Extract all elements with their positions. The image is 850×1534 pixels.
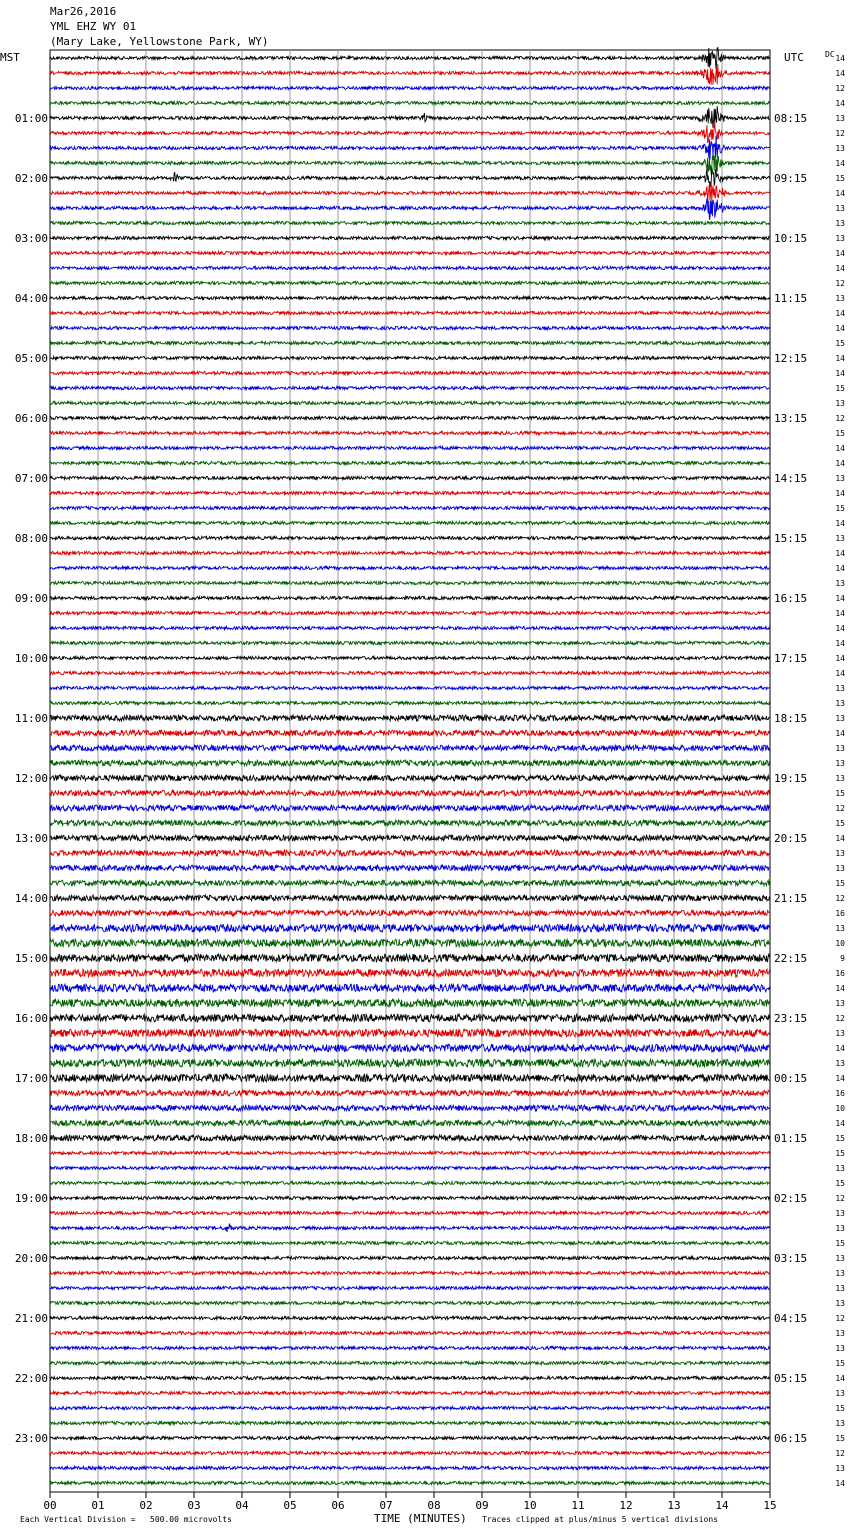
dc-offset-19: 15 [835,339,845,348]
dc-offset-92: 15 [835,1434,845,1443]
dc-offset-4: 13 [835,114,845,123]
trace-9 [50,182,769,203]
trace-66 [50,1044,769,1052]
right-hour-label: 22:15 [774,952,808,965]
trace-93 [50,1451,769,1454]
trace-80 [50,1256,769,1259]
right-hour-label: 12:15 [774,352,808,365]
right-hour-label: 18:15 [774,712,808,725]
trace-37 [50,611,769,614]
right-hour-label: 06:15 [774,1432,808,1445]
dc-offset-93: 12 [835,1449,845,1458]
dc-offset-36: 14 [835,594,845,603]
left-hour-label: 20:00 [14,1252,48,1265]
dc-offset-22: 15 [835,384,845,393]
right-hour-label: 11:15 [774,292,808,305]
x-tick-label: 10 [523,1499,537,1512]
trace-48 [50,775,769,781]
dc-offset-90: 15 [835,1404,845,1413]
trace-84 [50,1316,769,1319]
dc-offset-7: 14 [835,159,845,168]
trace-71 [50,1120,769,1126]
trace-44 [50,715,769,721]
dc-offset-81: 13 [835,1269,845,1278]
left-hour-label: 13:00 [14,832,48,845]
dc-offset-68: 14 [835,1074,845,1083]
trace-64 [50,1014,769,1022]
dc-offset-89: 13 [835,1389,845,1398]
dc-offset-60: 9 [840,954,845,963]
trace-23 [50,401,769,404]
trace-87 [50,1361,769,1364]
dc-offset-46: 13 [835,744,845,753]
trace-16 [50,296,769,299]
trace-3 [50,101,769,104]
trace-27 [50,461,769,464]
utc-label: UTC [784,51,804,64]
dc-offset-29: 14 [835,489,845,498]
right-hour-label: 04:15 [774,1312,808,1325]
left-hour-label: 16:00 [14,1012,48,1025]
trace-57 [50,910,769,916]
trace-38 [50,626,769,629]
trace-70 [50,1105,769,1111]
trace-76 [50,1196,769,1199]
trace-56 [50,895,769,901]
dc-offset-12: 13 [835,234,845,243]
dc-offset-80: 13 [835,1254,845,1263]
left-hour-label: 18:00 [14,1132,48,1145]
dc-offset-49: 15 [835,789,845,798]
x-tick-label: 07 [379,1499,393,1512]
x-tick-label: 04 [235,1499,249,1512]
dc-offset-85: 13 [835,1329,845,1338]
scale-note: Each Vertical Division = 500.00 microvolts [20,1515,232,1524]
trace-31 [50,521,769,524]
trace-18 [50,326,769,329]
trace-50 [50,805,769,811]
right-hour-label: 09:15 [774,172,808,185]
trace-7 [50,155,769,175]
x-tick-label: 06 [331,1499,345,1512]
dc-offset-51: 15 [835,819,845,828]
dc-offset-30: 15 [835,504,845,513]
dc-offset-62: 14 [835,984,845,993]
dc-offset-0: 14 [835,54,845,63]
left-hour-label: 14:00 [14,892,48,905]
trace-65 [50,1029,769,1037]
dc-offset-3: 14 [835,99,845,108]
dc-offset-15: 12 [835,279,845,288]
trace-33 [50,551,769,554]
trace-29 [50,491,769,494]
trace-10 [50,199,769,220]
trace-0 [50,48,769,69]
x-tick-label: 02 [139,1499,153,1512]
trace-11 [50,221,769,224]
left-hour-label: 23:00 [14,1432,48,1445]
dc-offset-40: 14 [835,654,845,663]
trace-45 [50,730,769,736]
dc-offset-6: 13 [835,144,845,153]
trace-34 [50,566,769,569]
header-date: Mar26,2016 [50,5,117,18]
right-hour-label: 17:15 [774,652,808,665]
x-tick-label: 13 [667,1499,681,1512]
left-hour-label: 07:00 [14,472,48,485]
trace-8 [50,167,769,187]
dc-offset-44: 13 [835,714,845,723]
trace-1 [50,64,769,85]
trace-51 [50,820,769,826]
right-hour-label: 16:15 [774,592,808,605]
trace-20 [50,356,769,359]
trace-81 [50,1271,769,1274]
trace-40 [50,656,769,659]
dc-label: DC [825,50,835,59]
left-hour-label: 03:00 [14,232,48,245]
trace-88 [50,1376,769,1379]
trace-21 [50,371,769,374]
left-hour-label: 11:00 [14,712,48,725]
trace-73 [50,1151,769,1154]
dc-offset-64: 12 [835,1014,845,1023]
trace-86 [50,1346,769,1349]
trace-62 [50,984,769,992]
dc-offset-9: 14 [835,189,845,198]
dc-offset-78: 13 [835,1224,845,1233]
dc-offset-8: 15 [835,174,845,183]
dc-offset-75: 15 [835,1179,845,1188]
trace-6 [50,136,769,160]
dc-offset-58: 13 [835,924,845,933]
left-hour-label: 06:00 [14,412,48,425]
trace-54 [50,865,769,871]
right-hour-label: 23:15 [774,1012,808,1025]
trace-47 [50,760,769,766]
dc-offset-52: 14 [835,834,845,843]
dc-offset-67: 13 [835,1059,845,1068]
dc-offset-32: 13 [835,534,845,543]
right-hour-label: 03:15 [774,1252,808,1265]
x-tick-label: 01 [91,1499,105,1512]
dc-offset-33: 14 [835,549,845,558]
dc-offset-21: 14 [835,369,845,378]
left-hour-label: 17:00 [14,1072,48,1085]
trace-4 [50,106,769,128]
trace-24 [50,416,769,419]
right-hour-label: 00:15 [774,1072,808,1085]
trace-95 [50,1481,769,1484]
dc-offset-2: 12 [835,84,845,93]
dc-offset-10: 13 [835,204,845,213]
dc-offset-39: 14 [835,639,845,648]
header-station: YML EHZ WY 01 [50,20,137,33]
right-hour-label: 02:15 [774,1192,808,1205]
trace-49 [50,790,769,796]
left-hour-label: 01:00 [14,112,48,125]
trace-46 [50,745,769,751]
trace-83 [50,1301,769,1304]
dc-offset-17: 14 [835,309,845,318]
right-hour-label: 01:15 [774,1132,808,1145]
x-tick-label: 09 [475,1499,489,1512]
trace-91 [50,1421,769,1424]
trace-58 [50,924,769,932]
right-hour-label: 13:15 [774,412,808,425]
trace-42 [50,686,769,689]
dc-offset-41: 14 [835,669,845,678]
trace-19 [50,341,769,344]
dc-offset-48: 13 [835,774,845,783]
dc-offset-73: 15 [835,1149,845,1158]
x-tick-label: 14 [715,1499,729,1512]
trace-67 [50,1059,769,1067]
dc-offset-65: 13 [835,1029,845,1038]
trace-90 [50,1406,769,1409]
trace-35 [50,581,769,584]
left-hour-label: 15:00 [14,952,48,965]
right-hour-label: 10:15 [774,232,808,245]
trace-28 [50,476,769,479]
dc-offset-77: 13 [835,1209,845,1218]
left-hour-label: 21:00 [14,1312,48,1325]
dc-offset-59: 10 [835,939,845,948]
right-hour-label: 14:15 [774,472,808,485]
dc-offset-42: 13 [835,684,845,693]
trace-5 [50,124,769,143]
right-hour-label: 05:15 [774,1372,808,1385]
dc-offset-71: 14 [835,1119,845,1128]
trace-2 [50,86,769,89]
left-hour-label: 12:00 [14,772,48,785]
x-tick-label: 12 [619,1499,633,1512]
dc-offset-57: 16 [835,909,845,918]
trace-63 [50,999,769,1007]
dc-offset-13: 14 [835,249,845,258]
trace-92 [50,1436,769,1439]
x-axis-title: TIME (MINUTES) [374,1512,467,1525]
left-hour-label: 04:00 [14,292,48,305]
dc-offset-66: 14 [835,1044,845,1053]
trace-43 [50,701,769,704]
left-hour-label: 10:00 [14,652,48,665]
trace-26 [50,446,769,449]
dc-offset-56: 12 [835,894,845,903]
dc-offset-91: 13 [835,1419,845,1428]
dc-offset-76: 12 [835,1194,845,1203]
trace-53 [50,850,769,856]
left-hour-label: 05:00 [14,352,48,365]
dc-offset-43: 13 [835,699,845,708]
dc-offset-72: 15 [835,1134,845,1143]
dc-offset-74: 13 [835,1164,845,1173]
right-hour-label: 15:15 [774,532,808,545]
x-tick-label: 03 [187,1499,201,1512]
dc-offset-70: 10 [835,1104,845,1113]
dc-offset-23: 13 [835,399,845,408]
trace-13 [50,251,769,254]
trace-59 [50,939,769,947]
trace-25 [50,431,769,434]
dc-offset-79: 15 [835,1239,845,1248]
dc-offset-88: 14 [835,1374,845,1383]
trace-15 [50,281,769,284]
trace-77 [50,1211,769,1214]
dc-offset-87: 15 [835,1359,845,1368]
right-hour-label: 08:15 [774,112,808,125]
dc-offset-34: 14 [835,564,845,573]
dc-offset-1: 14 [835,69,845,78]
dc-offset-27: 14 [835,459,845,468]
trace-14 [50,266,769,269]
trace-68 [50,1074,769,1082]
trace-12 [50,236,769,239]
trace-74 [50,1166,769,1169]
trace-52 [50,835,769,841]
right-hour-label: 21:15 [774,892,808,905]
x-tick-label: 08 [427,1499,441,1512]
plot-frame [50,50,770,1492]
dc-offset-69: 16 [835,1089,845,1098]
dc-offset-83: 13 [835,1299,845,1308]
trace-61 [50,969,769,977]
trace-22 [50,386,769,389]
header-location: (Mary Lake, Yellowstone Park, WY) [50,35,269,48]
left-hour-label: 19:00 [14,1192,48,1205]
dc-offset-47: 13 [835,759,845,768]
trace-30 [50,506,769,509]
dc-offset-5: 12 [835,129,845,138]
trace-39 [50,641,769,644]
left-hour-label: 02:00 [14,172,48,185]
trace-89 [50,1391,769,1394]
trace-55 [50,880,769,886]
dc-offset-53: 13 [835,849,845,858]
dc-offset-38: 14 [835,624,845,633]
trace-79 [50,1241,769,1244]
left-hour-label: 08:00 [14,532,48,545]
x-tick-label: 11 [571,1499,585,1512]
dc-offset-35: 13 [835,579,845,588]
dc-offset-82: 13 [835,1284,845,1293]
clip-note: Traces clipped at plus/minus 5 vertical divisions [482,1515,719,1524]
dc-offset-63: 13 [835,999,845,1008]
trace-36 [50,596,769,599]
dc-offset-50: 12 [835,804,845,813]
dc-offset-24: 12 [835,414,845,423]
trace-75 [50,1181,769,1184]
dc-offset-11: 13 [835,219,845,228]
dc-offset-18: 14 [835,324,845,333]
trace-82 [50,1286,769,1289]
trace-85 [50,1331,769,1334]
dc-offset-28: 13 [835,474,845,483]
dc-offset-16: 13 [835,294,845,303]
trace-32 [50,536,769,539]
trace-78 [50,1224,769,1233]
dc-offset-54: 13 [835,864,845,873]
dc-offset-95: 14 [835,1479,845,1488]
dc-offset-26: 14 [835,444,845,453]
trace-72 [50,1135,769,1141]
dc-offset-61: 16 [835,969,845,978]
dc-offset-20: 14 [835,354,845,363]
trace-41 [50,671,769,674]
trace-94 [50,1466,769,1469]
dc-offset-86: 13 [835,1344,845,1353]
right-hour-label: 20:15 [774,832,808,845]
trace-17 [50,311,769,314]
dc-offset-14: 14 [835,264,845,273]
trace-69 [50,1090,769,1096]
dc-offset-94: 13 [835,1464,845,1473]
dc-offset-45: 14 [835,729,845,738]
dc-offset-25: 15 [835,429,845,438]
mst-label: MST [0,51,20,64]
trace-60 [50,954,769,962]
x-tick-label: 00 [43,1499,57,1512]
x-tick-label: 05 [283,1499,297,1512]
x-tick-label: 15 [763,1499,777,1512]
dc-offset-37: 14 [835,609,845,618]
right-hour-label: 19:15 [774,772,808,785]
left-hour-label: 09:00 [14,592,48,605]
dc-offset-55: 15 [835,879,845,888]
dc-offset-31: 14 [835,519,845,528]
dc-offset-84: 12 [835,1314,845,1323]
left-hour-label: 22:00 [14,1372,48,1385]
